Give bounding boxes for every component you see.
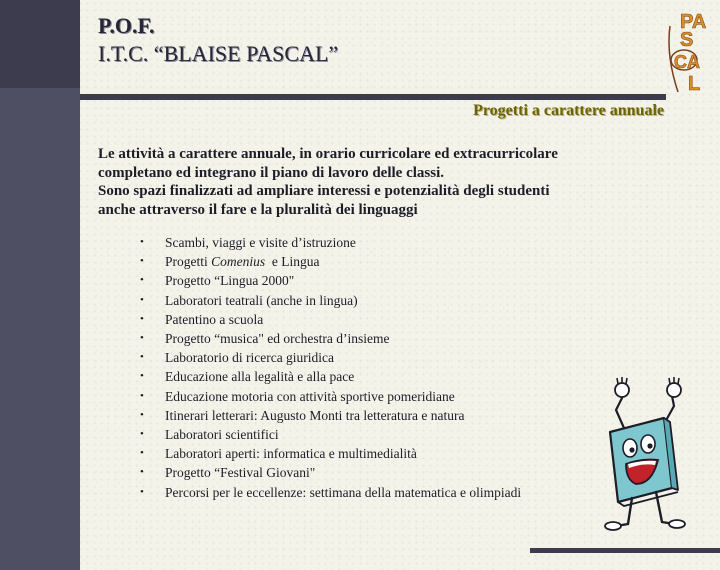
intro-line: anche attraverso il fare e la pluralità dei linguaggi bbox=[98, 201, 418, 218]
bullet-icon: • bbox=[140, 466, 144, 479]
list-item bbox=[140, 387, 521, 406]
item-text-after: e Lingua bbox=[265, 254, 320, 270]
list-item bbox=[140, 406, 521, 425]
bullet-icon: • bbox=[140, 236, 144, 248]
list-item bbox=[140, 483, 521, 502]
bullet-icon: • bbox=[140, 274, 144, 287]
list-item bbox=[140, 425, 521, 444]
list-item bbox=[140, 271, 521, 290]
list-item bbox=[140, 310, 521, 329]
list-item bbox=[140, 233, 521, 252]
item-text: Scambi, viaggi e visite d’istruzione bbox=[165, 235, 356, 250]
bullet-icon: • bbox=[140, 428, 144, 441]
list-item bbox=[140, 444, 521, 463]
bullet-icon: • bbox=[140, 408, 144, 421]
item-text: Progetto “musica" ed orchestra d’insieme bbox=[165, 331, 390, 347]
item-text-italic: Comenius bbox=[211, 254, 266, 270]
bullet-icon: • bbox=[140, 312, 144, 325]
item-text: Itinerari letterari: Augusto Monti tra letteratura e natura bbox=[165, 407, 465, 423]
bullet-icon: • bbox=[140, 370, 144, 383]
intro-line: Sono spazi finalizzati ad ampliare interessi e potenzialità degli studenti bbox=[98, 183, 550, 199]
logo-letters-pa: PA bbox=[680, 11, 707, 33]
item-text: Laboratorio di ricerca giuridica bbox=[165, 350, 335, 366]
bullet-icon: • bbox=[140, 447, 144, 460]
item-text: Educazione motoria con attività sportive pomeridiane bbox=[165, 388, 455, 404]
logo-letters-s: S bbox=[680, 29, 694, 51]
bullet-icon: • bbox=[140, 351, 144, 364]
title-school: I.T.C. “BLAISE PASCAL” bbox=[98, 41, 339, 66]
intro-line: Le attività a carattere annuale, in orario curricolare ed extracurricolare bbox=[98, 146, 558, 162]
item-text: Progetti bbox=[165, 254, 212, 270]
list-item bbox=[140, 252, 521, 271]
item-text: Progetto “Lingua 2000" bbox=[165, 273, 295, 289]
bullet-icon: • bbox=[140, 293, 144, 306]
item-text: Percorsi per le eccellenze: settimana della matematica e olimpiadi bbox=[165, 484, 522, 500]
project-list bbox=[140, 233, 521, 502]
section-subtitle: Progetti a carattere annuale bbox=[473, 102, 664, 119]
item-text: Patentino a scuola bbox=[165, 311, 264, 327]
intro-paragraph bbox=[98, 145, 688, 219]
page-title bbox=[98, 12, 338, 68]
intro-line: completano ed integrano il piano di lavoro delle classi. bbox=[98, 164, 444, 181]
list-item bbox=[140, 367, 521, 386]
list-item bbox=[140, 329, 521, 348]
bottom-divider bbox=[530, 548, 720, 553]
item-text: Progetto “Festival Giovani" bbox=[165, 465, 316, 481]
bullet-icon: • bbox=[140, 389, 144, 402]
item-text: Laboratori scientifici bbox=[165, 427, 279, 443]
list-item bbox=[140, 348, 521, 367]
logo-letters-ca: CA bbox=[674, 52, 700, 72]
list-item bbox=[140, 291, 521, 310]
bullet-icon: • bbox=[140, 485, 144, 498]
bullet-icon: • bbox=[140, 255, 144, 268]
item-text: Educazione alla legalità e alla pace bbox=[165, 369, 355, 385]
item-text: Laboratori aperti: informatica e multimedialità bbox=[165, 446, 417, 462]
top-left-decor-block bbox=[0, 0, 80, 88]
list-item bbox=[140, 463, 521, 482]
item-text: Laboratori teatrali (anche in lingua) bbox=[165, 292, 358, 308]
bullet-icon: • bbox=[140, 332, 144, 345]
title-pof: P.O.F. bbox=[98, 13, 155, 38]
logo-letters-l: L bbox=[688, 73, 701, 95]
cheering-book-mascot-icon bbox=[586, 376, 696, 536]
pascal-logo-icon bbox=[660, 6, 716, 102]
